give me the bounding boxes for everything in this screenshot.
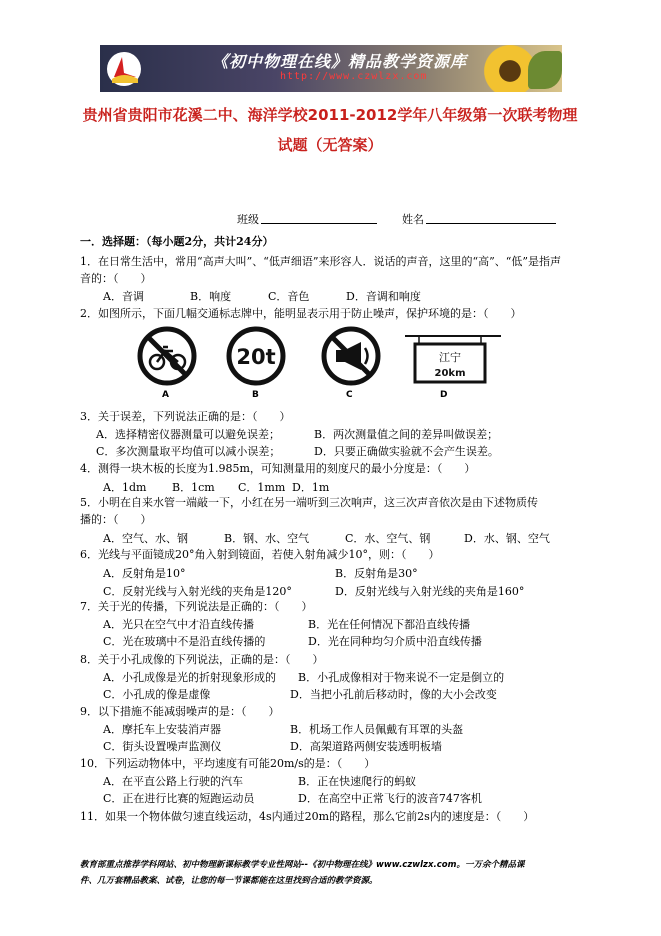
question-3-stem: 3．关于误差，下列说法正确的是：（ ） <box>80 410 291 423</box>
weight-limit-text: 20t <box>236 345 276 369</box>
question-8-option-d: D．当把小孔前后移动时，像的大小会改变 <box>290 688 497 701</box>
question-7-option-d: D．光在同种均匀介质中沿直线传播 <box>308 635 482 648</box>
question-4-option-c: C．1mm <box>238 481 286 494</box>
class-label: 班级 <box>237 213 259 226</box>
question-7-option-b: B．光在任何情况下都沿直线传播 <box>308 618 471 631</box>
distance-sign-km: 20km <box>434 368 466 379</box>
question-5-stem: 5．小明在自来水管一端敲一下，小红在另一端听到三次响声，这三次声音依次是由下述物质传 <box>80 496 538 509</box>
banner-site-title: 《初中物理在线》精品教学资源库 <box>212 52 468 71</box>
question-5-option-a: A．空气、水、钢 <box>103 532 188 545</box>
name-label: 姓名 <box>402 213 424 226</box>
question-10-option-d: D．在高空中正常飞行的波音747客机 <box>298 792 482 805</box>
question-4-option-b: B．1cm <box>172 481 215 494</box>
question-2-stem: 2．如图所示，下面几幅交通标志牌中，能明显表示用于防止噪声，保护环境的是：（ ） <box>80 307 522 320</box>
question-1-option-d: D．音调和响度 <box>346 290 421 303</box>
header-banner <box>100 45 562 92</box>
question-6-option-d: D．反射光线与入射光线的夹角是160° <box>335 585 525 598</box>
question-8-option-c: C．小孔成的像是虚像 <box>103 688 211 701</box>
distance-sign-icon <box>405 330 501 386</box>
question-4-stem: 4．测得一块木板的长度为1.985m，可知测量用的刻度尺的最小分度是：（ ） <box>80 462 476 475</box>
question-3-option-a: A．选择精密仪器测量可以避免误差； <box>96 428 280 441</box>
question-9-stem: 9．以下措施不能减弱噪声的是：（ ） <box>80 705 280 718</box>
question-3-option-b: B．两次测量值之间的差异叫做误差； <box>314 428 499 441</box>
document-subtitle: 试题（无答案） <box>277 136 383 154</box>
question-10-option-b: B．正在快速爬行的蚂蚁 <box>298 775 417 788</box>
sign-caption-d: D <box>440 390 448 400</box>
question-7-option-c: C．光在玻璃中不是沿直线传播的 <box>103 635 266 648</box>
footer-line-2: 件、几万套精品教案、试卷，让您的每一节课都能在这里找到合适的教学资源。 <box>80 876 378 886</box>
question-5-option-c: C．水、空气、钢 <box>345 532 431 545</box>
question-5-stem: 播的：（ ） <box>80 513 152 526</box>
question-3-option-d: D．只要正确做实验就不会产生误差。 <box>314 445 499 458</box>
question-1-stem: 1．在日常生活中，常用“高声大叫”、“低声细语”来形容人．说话的声音，这里的“高”、“低”是指声 <box>80 255 561 268</box>
question-4-option-a: A．1dm <box>103 481 147 494</box>
banner-url[interactable]: http://www.czwlzx.com <box>280 71 428 82</box>
question-5-option-d: D．水、钢、空气 <box>464 532 550 545</box>
site-logo <box>104 49 144 89</box>
sign-caption-a: A <box>162 390 169 400</box>
document-title: 贵州省贵阳市花溪二中、海洋学校2011-2012学年八年级第一次联考物理 <box>82 106 578 124</box>
distance-sign-place: 江宁 <box>439 351 461 364</box>
question-5-option-b: B．钢、水、空气 <box>224 532 310 545</box>
question-10-stem: 10．下列运动物体中，平均速度有可能20m/s的是：（ ） <box>80 757 376 770</box>
sign-caption-c: C <box>346 390 353 400</box>
question-10-option-a: A．在平直公路上行驶的汽车 <box>103 775 243 788</box>
question-6-stem: 6．光线与平面镜成20°角入射到镜面，若使入射角减少10°，则：（ ） <box>80 548 440 561</box>
question-7-option-a: A．光只在空气中才沿直线传播 <box>103 618 254 631</box>
question-6-option-b: B．反射角是30° <box>335 567 418 580</box>
question-1-option-a: A．音调 <box>103 290 144 303</box>
class-field[interactable] <box>261 211 377 224</box>
name-field[interactable] <box>426 211 556 224</box>
question-4-option-d: D．1m <box>292 481 330 494</box>
question-7-stem: 7．关于光的传播，下列说法是正确的：（ ） <box>80 600 313 613</box>
footer-line-1: 教育部重点推荐学科网站、初中物理新课标教学专业性网站--《初中物理在线》www.czwlzx.com。一万余个精品课 <box>80 860 525 870</box>
section-heading: 一．选择题：（每小题2分，共计24分） <box>80 235 274 248</box>
question-9-option-c: C．街头设置噪声监测仪 <box>103 740 222 753</box>
question-8-option-b: B．小孔成像相对于物来说不一定是倒立的 <box>298 671 505 684</box>
no-horn-sign-icon <box>321 326 381 386</box>
question-1-option-c: C．音色 <box>268 290 310 303</box>
no-bicycle-sign-icon <box>137 326 197 386</box>
question-9-option-b: B．机场工作人员佩戴有耳罩的头盔 <box>290 723 464 736</box>
question-9-option-d: D．高架道路两侧安装透明板墙 <box>290 740 442 753</box>
weight-limit-sign-icon <box>226 326 286 386</box>
question-11-stem: 11．如果一个物体做匀速直线运动，4s内通过20m的路程，那么它前2s内的速度是：（ ） <box>80 810 535 823</box>
sign-caption-b: B <box>252 390 259 400</box>
question-6-option-c: C．反射光线与入射光线的夹角是120° <box>103 585 292 598</box>
question-8-option-a: A．小孔成像是光的折射现象形成的 <box>103 671 276 684</box>
leaf-image <box>528 51 562 89</box>
question-8-stem: 8．关于小孔成像的下列说法，正确的是：（ ） <box>80 653 324 666</box>
question-6-option-a: A．反射角是10° <box>103 567 186 580</box>
question-1-stem: 音的：（ ） <box>80 272 152 285</box>
question-3-option-c: C．多次测量取平均值可以减小误差； <box>96 445 281 458</box>
question-9-option-a: A．摩托车上安装消声器 <box>103 723 221 736</box>
question-1-option-b: B．响度 <box>190 290 232 303</box>
question-10-option-c: C．正在进行比赛的短跑运动员 <box>103 792 255 805</box>
